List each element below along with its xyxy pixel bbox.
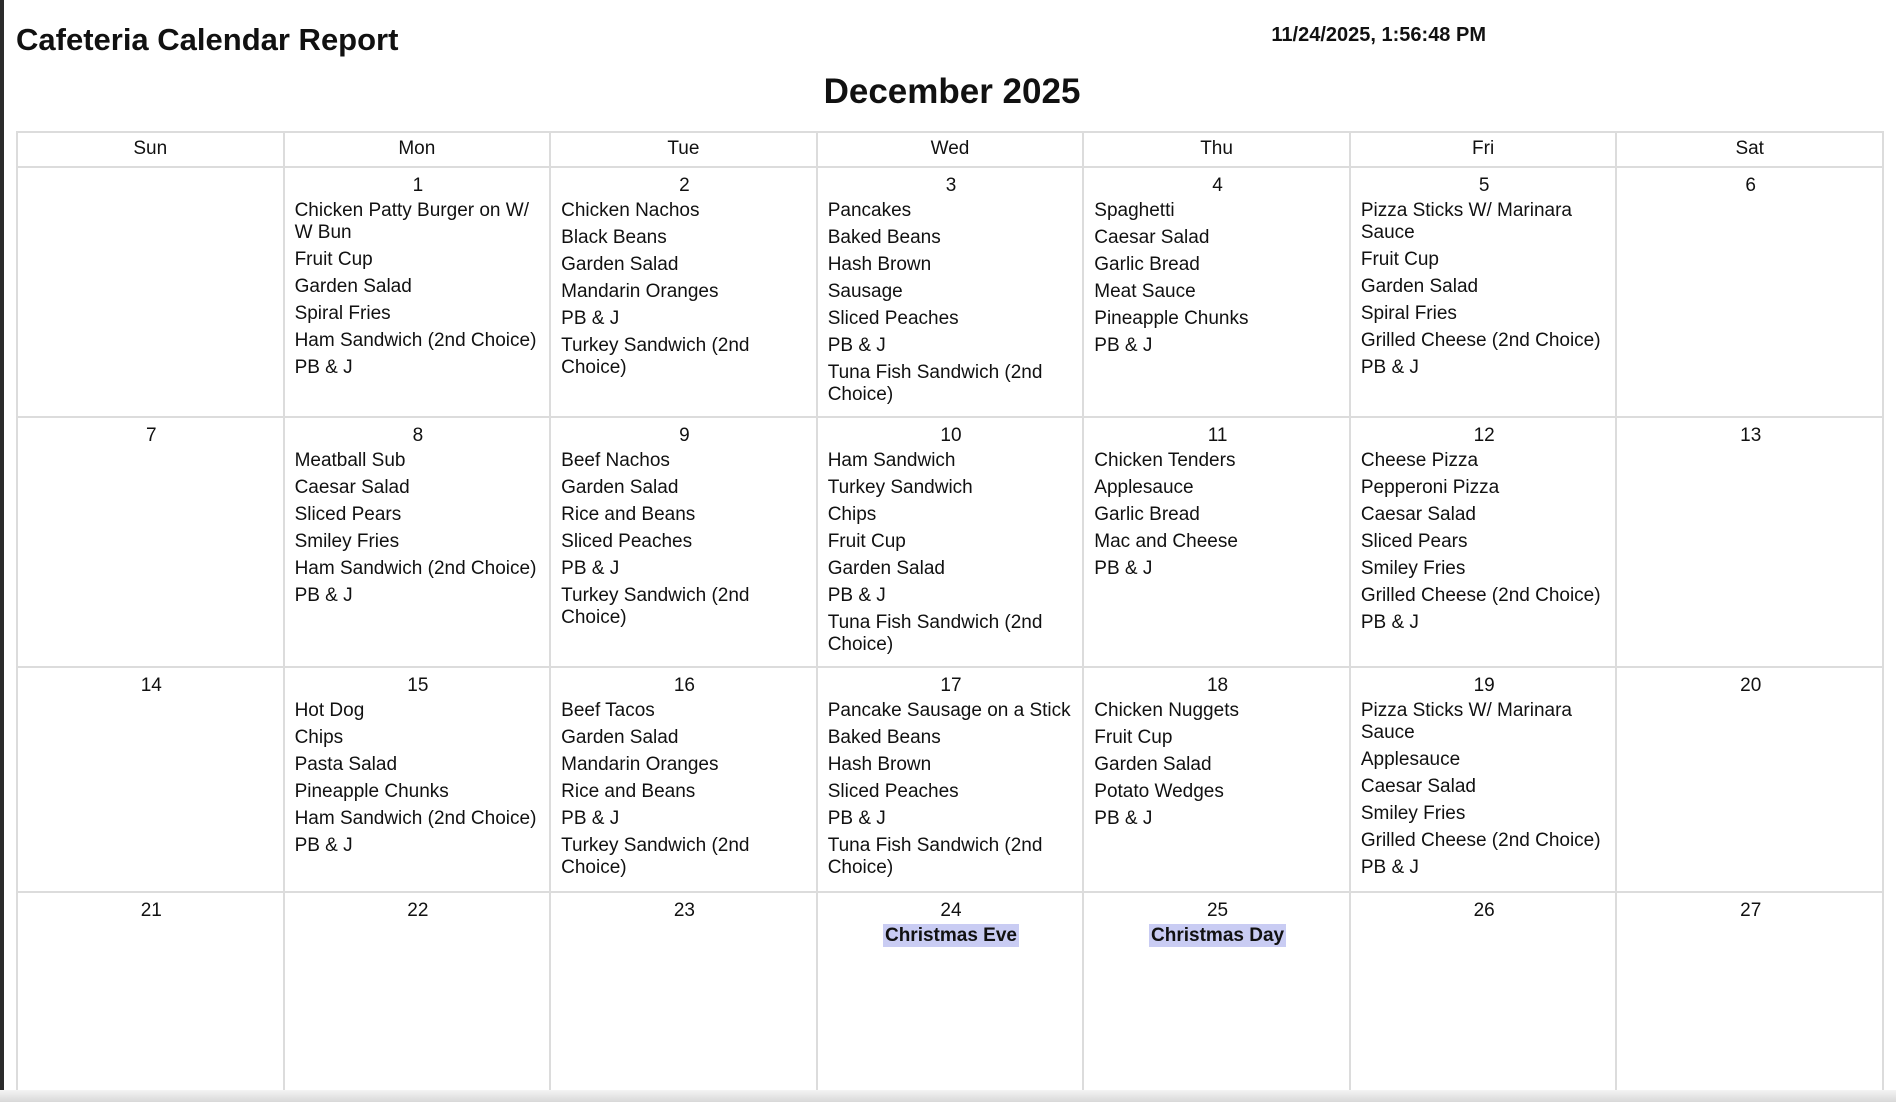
menu-item: Garlic Bread xyxy=(1094,504,1200,525)
menu-item: Ham Sandwich (2nd Choice) xyxy=(294,558,537,579)
day-number: 15 xyxy=(407,675,429,696)
menu-item: Sliced Pears xyxy=(1360,531,1468,552)
day-cell-20 xyxy=(1617,668,1884,893)
menu-item: Chicken Nachos xyxy=(561,200,700,221)
menu-item: Turkey Sandwich (2nd Choice) xyxy=(561,335,750,378)
day-number: 16 xyxy=(673,675,695,696)
day-number: 7 xyxy=(145,425,157,446)
menu-item: Applesauce xyxy=(1094,477,1194,498)
menu-item: Fruit Cup xyxy=(294,249,373,270)
day-number: 18 xyxy=(1206,675,1229,696)
menu-item: Sliced Pears xyxy=(294,504,402,525)
day-number: 23 xyxy=(673,900,695,921)
menu-item: Sliced Peaches xyxy=(561,531,693,552)
report-page xyxy=(4,0,1896,1102)
weekday-header-tue: Tue xyxy=(551,133,818,168)
day-cell-6 xyxy=(1617,168,1884,418)
menu-item: Turkey Sandwich (2nd Choice) xyxy=(561,585,750,628)
day-number: 17 xyxy=(940,675,962,696)
menu-item: PB & J xyxy=(294,357,353,378)
menu-item: PB & J xyxy=(294,835,353,856)
menu-list xyxy=(828,700,1075,879)
menu-item: Smiley Fries xyxy=(1360,558,1466,579)
menu-item: Beef Nachos xyxy=(561,450,670,471)
day-cell-18 xyxy=(1084,668,1351,893)
day-cell-5 xyxy=(1351,168,1618,418)
menu-item: Pancakes xyxy=(827,200,912,221)
day-cell-23 xyxy=(551,893,818,1100)
menu-item: Hash Brown xyxy=(827,254,932,275)
menu-item: PB & J xyxy=(1360,612,1419,633)
menu-item: Chicken Nuggets xyxy=(1094,700,1239,721)
day-cell-1 xyxy=(285,168,552,418)
day-number: 24 xyxy=(940,900,962,921)
menu-item: Ham Sandwich xyxy=(827,450,956,471)
day-cell-24 xyxy=(818,893,1085,1100)
menu-item: Garden Salad xyxy=(1094,754,1212,775)
holiday-label: Christmas Day xyxy=(1151,925,1285,946)
menu-list xyxy=(828,200,1075,406)
menu-item: Cheese Pizza xyxy=(1360,450,1479,471)
day-number: 14 xyxy=(140,675,162,696)
menu-item: Meatball Sub xyxy=(294,450,406,471)
day-number: 3 xyxy=(945,175,957,196)
menu-item: Garden Salad xyxy=(561,727,679,748)
menu-item: Chicken Tenders xyxy=(1094,450,1236,471)
day-number: 10 xyxy=(940,425,962,446)
day-cell-22 xyxy=(285,893,552,1100)
menu-item: PB & J xyxy=(1360,357,1419,378)
menu-item: Spiral Fries xyxy=(294,303,391,324)
menu-item: Smiley Fries xyxy=(1360,803,1466,824)
menu-item: Smiley Fries xyxy=(294,531,400,552)
weekday-header-fri: Fri xyxy=(1351,133,1618,168)
day-number: 12 xyxy=(1473,425,1495,446)
menu-item: PB & J xyxy=(1094,808,1153,829)
menu-item: Sliced Peaches xyxy=(827,781,959,802)
menu-list xyxy=(1094,200,1341,357)
day-number: 27 xyxy=(1740,900,1762,921)
report-timestamp: 11/24/2025, 1:56:48 PM xyxy=(1271,24,1486,46)
menu-item: Meat Sauce xyxy=(1094,281,1196,302)
menu-item: Garden Salad xyxy=(827,558,945,579)
menu-item: Ham Sandwich (2nd Choice) xyxy=(294,808,537,829)
menu-item: Chips xyxy=(294,727,344,748)
menu-item: Grilled Cheese (2nd Choice) xyxy=(1360,830,1601,851)
day-number: 25 xyxy=(1206,900,1229,921)
menu-item: Chips xyxy=(827,504,877,525)
menu-item: Pizza Sticks W/ Marinara Sauce xyxy=(1360,700,1572,743)
day-cell-4 xyxy=(1084,168,1351,418)
day-cell-14 xyxy=(18,668,285,893)
menu-list xyxy=(828,450,1075,656)
menu-item: Hash Brown xyxy=(827,754,932,775)
menu-item: Garden Salad xyxy=(561,477,679,498)
day-number: 1 xyxy=(412,175,424,196)
menu-item: PB & J xyxy=(561,558,620,579)
report-title: Cafeteria Calendar Report xyxy=(16,22,399,57)
day-number: 13 xyxy=(1740,425,1762,446)
day-number: 22 xyxy=(407,900,429,921)
menu-item: Pizza Sticks W/ Marinara Sauce xyxy=(1360,200,1572,243)
menu-item: Black Beans xyxy=(561,227,667,248)
menu-item: Pineapple Chunks xyxy=(1094,308,1249,329)
menu-item: Garden Salad xyxy=(294,276,412,297)
menu-item: Garden Salad xyxy=(561,254,679,275)
menu-list xyxy=(295,450,542,607)
day-cell-17 xyxy=(818,668,1085,893)
menu-item: PB & J xyxy=(1094,335,1153,356)
menu-list xyxy=(295,700,542,857)
day-number: 26 xyxy=(1473,900,1495,921)
day-number: 4 xyxy=(1212,175,1223,196)
day-cell-12 xyxy=(1351,418,1618,668)
menu-item: Grilled Cheese (2nd Choice) xyxy=(1360,330,1601,351)
menu-item: PB & J xyxy=(827,808,886,829)
menu-item: Caesar Salad xyxy=(294,477,410,498)
menu-item: Beef Tacos xyxy=(561,700,655,721)
menu-item: Tuna Fish Sandwich (2nd Choice) xyxy=(827,612,1043,655)
menu-item: Fruit Cup xyxy=(1094,727,1173,748)
menu-item: Spaghetti xyxy=(1094,200,1175,221)
day-cell-9 xyxy=(551,418,818,668)
day-cell-25 xyxy=(1084,893,1351,1100)
calendar-grid xyxy=(16,131,1884,1100)
menu-item: Hot Dog xyxy=(294,700,365,721)
day-number: 21 xyxy=(140,900,162,921)
weekday-header-thu: Thu xyxy=(1084,133,1351,168)
day-cell-11 xyxy=(1084,418,1351,668)
menu-item: Ham Sandwich (2nd Choice) xyxy=(294,330,537,351)
day-cell-26 xyxy=(1351,893,1618,1100)
menu-item: Caesar Salad xyxy=(1360,504,1476,525)
day-number: 9 xyxy=(679,425,690,446)
menu-item: Tuna Fish Sandwich (2nd Choice) xyxy=(827,362,1043,405)
menu-list xyxy=(1094,450,1341,580)
menu-list xyxy=(1361,200,1608,379)
menu-item: Rice and Beans xyxy=(561,781,696,802)
menu-item: Sliced Peaches xyxy=(827,308,959,329)
month-title: December 2025 xyxy=(823,72,1081,111)
menu-item: Garlic Bread xyxy=(1094,254,1200,275)
menu-item: Fruit Cup xyxy=(1360,249,1439,270)
day-cell-27 xyxy=(1617,893,1884,1100)
menu-list xyxy=(561,700,808,879)
menu-item: Sausage xyxy=(827,281,903,302)
menu-item: Grilled Cheese (2nd Choice) xyxy=(1360,585,1601,606)
menu-item: Caesar Salad xyxy=(1094,227,1210,248)
menu-item: Baked Beans xyxy=(827,227,941,248)
menu-list xyxy=(295,200,542,379)
day-cell-21 xyxy=(18,893,285,1100)
menu-item: Pineapple Chunks xyxy=(294,781,449,802)
weekday-header-sun: Sun xyxy=(18,133,285,168)
day-cell-10 xyxy=(818,418,1085,668)
day-cell-empty xyxy=(18,168,285,418)
menu-item: Mandarin Oranges xyxy=(561,754,719,775)
menu-item: Tuna Fish Sandwich (2nd Choice) xyxy=(827,835,1043,878)
menu-item: PB & J xyxy=(561,308,620,329)
day-cell-13 xyxy=(1617,418,1884,668)
weekday-header-mon: Mon xyxy=(285,133,552,168)
menu-item: Turkey Sandwich xyxy=(827,477,973,498)
menu-item: PB & J xyxy=(1360,857,1419,878)
menu-item: Garden Salad xyxy=(1360,276,1479,297)
menu-item: Pasta Salad xyxy=(294,754,398,775)
menu-item: Spiral Fries xyxy=(1360,303,1457,324)
menu-item: Applesauce xyxy=(1360,749,1461,770)
day-number: 20 xyxy=(1740,675,1762,696)
weekday-header-wed: Wed xyxy=(818,133,1085,168)
menu-item: Fruit Cup xyxy=(827,531,906,552)
day-cell-19 xyxy=(1351,668,1618,893)
menu-item: PB & J xyxy=(827,335,886,356)
day-number: 2 xyxy=(679,175,690,196)
menu-item: Mandarin Oranges xyxy=(561,281,719,302)
menu-list xyxy=(561,450,808,629)
day-number: 11 xyxy=(1207,425,1228,446)
day-cell-7 xyxy=(18,418,285,668)
day-number: 5 xyxy=(1478,175,1490,196)
page-bottom-edge xyxy=(0,1090,1896,1102)
day-cell-3 xyxy=(818,168,1085,418)
menu-item: PB & J xyxy=(1094,558,1153,579)
day-cell-15 xyxy=(285,668,552,893)
day-cell-2 xyxy=(551,168,818,418)
menu-list xyxy=(561,200,808,379)
holiday-label: Christmas Eve xyxy=(884,925,1017,946)
day-number: 6 xyxy=(1745,175,1756,196)
menu-item: PB & J xyxy=(827,585,886,606)
menu-item: PB & J xyxy=(294,585,353,606)
menu-item: Baked Beans xyxy=(827,727,941,748)
menu-list xyxy=(1361,700,1608,879)
day-number: 8 xyxy=(412,425,424,446)
menu-item: Rice and Beans xyxy=(561,504,696,525)
menu-list xyxy=(1094,700,1341,830)
menu-item: Potato Wedges xyxy=(1094,781,1224,802)
menu-item: Caesar Salad xyxy=(1360,776,1476,797)
day-number: 19 xyxy=(1473,675,1495,696)
menu-item: Pepperoni Pizza xyxy=(1360,477,1500,498)
menu-item: Chicken Patty Burger on W/ W Bun xyxy=(294,200,529,243)
weekday-header-sat: Sat xyxy=(1617,133,1884,168)
menu-item: Mac and Cheese xyxy=(1094,531,1238,552)
day-cell-8 xyxy=(285,418,552,668)
menu-item: Turkey Sandwich (2nd Choice) xyxy=(561,835,750,878)
menu-list xyxy=(1361,450,1608,634)
day-cell-16 xyxy=(551,668,818,893)
menu-item: Pancake Sausage on a Stick xyxy=(827,700,1071,721)
menu-item: PB & J xyxy=(561,808,620,829)
